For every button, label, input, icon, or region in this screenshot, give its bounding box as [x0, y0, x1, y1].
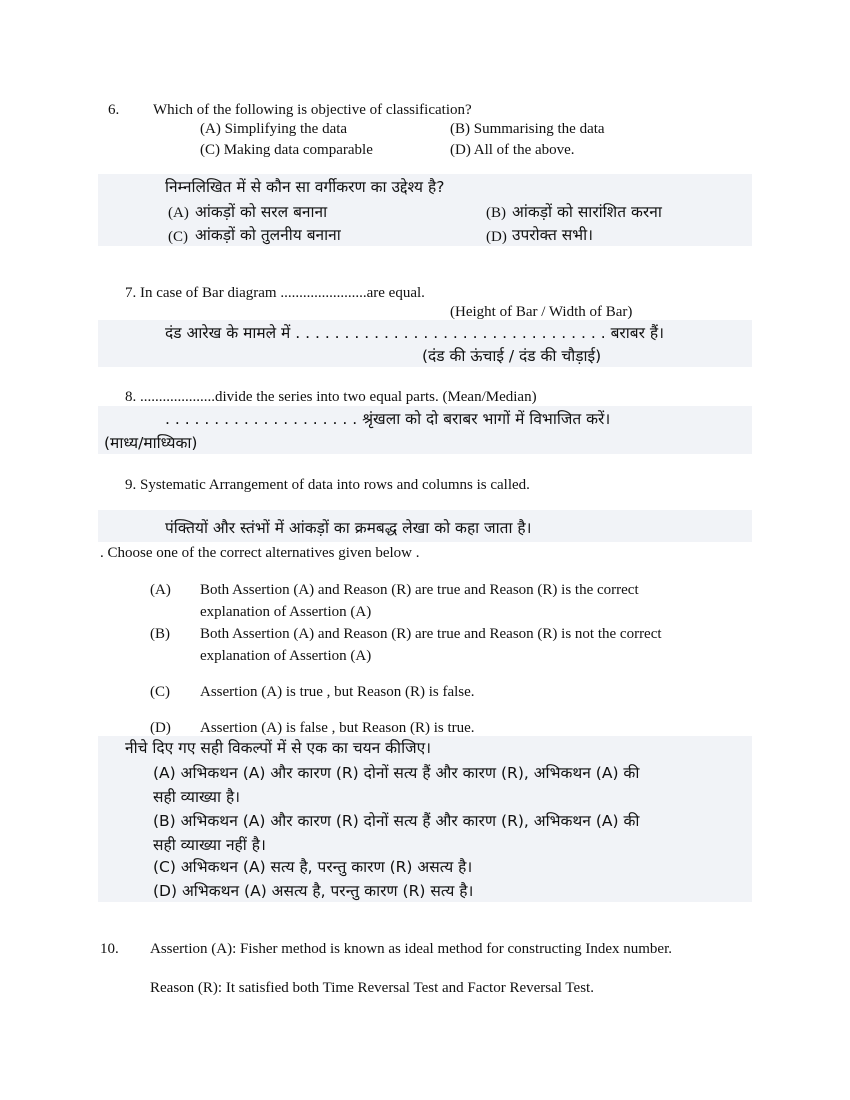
- q9-hindi-question: पंक्तियों और स्तंभों में आंकड़ों का क्रमबद्ध लेखा को कहा जाता है।: [165, 519, 532, 537]
- q8-hindi-hint: (माध्य/माध्यिका): [104, 434, 198, 452]
- q6-hindi-option-a-label: (A): [168, 205, 189, 221]
- question-6-number: 6.: [108, 102, 120, 118]
- ar-hindi-option-b-line2: सही व्याख्या नहीं है।: [153, 836, 266, 854]
- ar-hindi-option-b-line1: (B) अभिकथन (A) और कारण (R) दोनों सत्य हैं और कारण (R), अभिकथन (A) की: [153, 812, 640, 830]
- q6-option-d: (D) All of the above.: [450, 142, 575, 158]
- q7-hindi-hint: (दंड की ऊंचाई / दंड की चौड़ाई): [422, 347, 602, 365]
- ar-option-a-label: (A): [150, 582, 171, 598]
- question-7-text: 7. In case of Bar diagram .......................are equal.: [125, 285, 425, 301]
- q8-hindi-question: . . . . . . . . . . . . . . . . . . . . श्रृंखला को दो बराबर भागों में विभाजित करें।: [165, 410, 611, 428]
- ar-option-a-line2: explanation of Assertion (A): [200, 604, 372, 620]
- q6-option-c: (C) Making data comparable: [200, 142, 373, 158]
- q6-hindi-option-b-label: (B): [486, 205, 506, 221]
- question-10-assertion: Assertion (A): Fisher method is known as ideal method for constructing Index number.: [150, 941, 672, 957]
- ar-hindi-option-d: (D) अभिकथन (A) असत्य है, परन्तु कारण (R) सत्य है।: [153, 882, 474, 900]
- q6-hindi-option-a: आंकड़ों को सरल बनाना: [195, 203, 328, 221]
- ar-option-d-text: Assertion (A) is false , but Reason (R) is true.: [200, 720, 475, 736]
- ar-option-c-label: (C): [150, 684, 170, 700]
- question-10-reason: Reason (R): It satisfied both Time Reversal Test and Factor Reversal Test.: [150, 980, 594, 996]
- q6-hindi-question: निम्नलिखित में से कौन सा वर्गीकरण का उद्देश्य है?: [165, 178, 445, 196]
- question-6-text: Which of the following is objective of classification?: [153, 102, 472, 118]
- q6-hindi-option-c: आंकड़ों को तुलनीय बनाना: [195, 226, 341, 244]
- ar-hindi-instruction: नीचे दिए गए सही विकल्पों में से एक का चयन कीजिए।: [125, 739, 432, 757]
- q6-hindi-option-d-label: (D): [486, 229, 507, 245]
- ar-option-c-text: Assertion (A) is true , but Reason (R) is false.: [200, 684, 475, 700]
- q6-hindi-option-d: उपरोक्त सभी।: [512, 226, 593, 244]
- q6-hindi-option-c-label: (C): [168, 229, 188, 245]
- question-8-text: 8. ....................divide the series into two equal parts. (Mean/Median): [125, 389, 537, 405]
- question-7-hint: (Height of Bar / Width of Bar): [450, 304, 633, 320]
- ar-instruction: . Choose one of the correct alternatives given below .: [100, 545, 420, 561]
- ar-option-b-line2: explanation of Assertion (A): [200, 648, 372, 664]
- ar-hindi-option-a-line2: सही व्याख्या है।: [153, 788, 241, 806]
- ar-option-b-line1: Both Assertion (A) and Reason (R) are true and Reason (R) is not the correct: [200, 626, 662, 642]
- q6-option-a: (A) Simplifying the data: [200, 121, 348, 137]
- ar-option-b-label: (B): [150, 626, 170, 642]
- q7-hindi-question: दंड आरेख के मामले में . . . . . . . . . . . . . . . . . . . . . . . . . . . . . . . . बराबर हैं।: [165, 324, 665, 342]
- ar-option-d-label: (D): [150, 720, 171, 736]
- question-9-text: 9. Systematic Arrangement of data into rows and columns is called.: [125, 477, 530, 493]
- q6-option-b: (B) Summarising the data: [450, 121, 605, 137]
- ar-hindi-option-c: (C) अभिकथन (A) सत्य है, परन्तु कारण (R) असत्य है।: [153, 858, 473, 876]
- q6-hindi-option-b: आंकड़ों को सारांशित करना: [512, 203, 662, 221]
- ar-hindi-option-a-line1: (A) अभिकथन (A) और कारण (R) दोनों सत्य हैं और कारण (R), अभिकथन (A) की: [153, 764, 640, 782]
- ar-option-a-line1: Both Assertion (A) and Reason (R) are true and Reason (R) is the correct: [200, 582, 639, 598]
- question-10-number: 10.: [100, 941, 119, 957]
